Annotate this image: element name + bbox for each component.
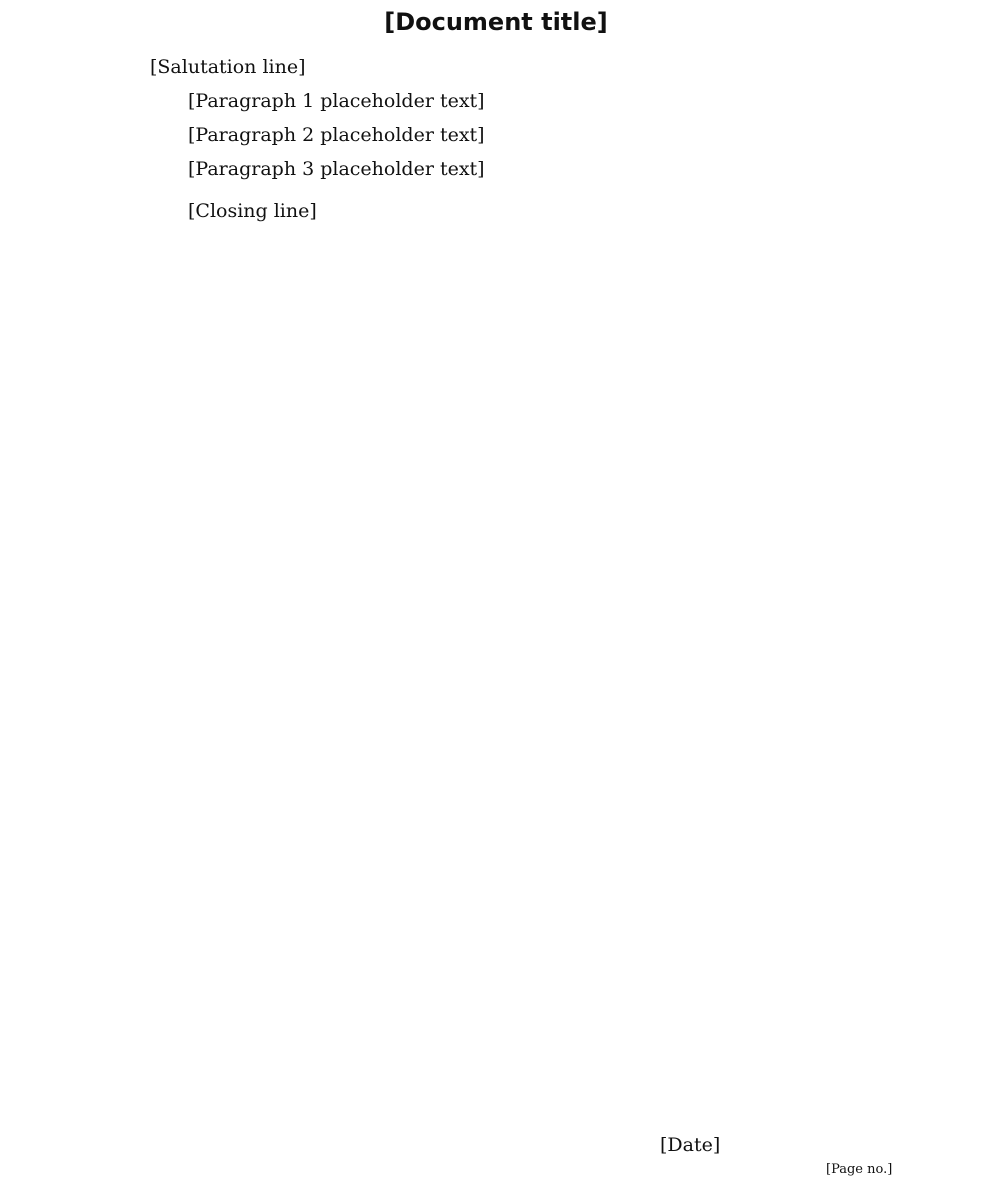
letter-date: [Date] [660,1134,721,1156]
body-paragraph: [Paragraph 3 placeholder text] [188,158,485,180]
body-paragraph: [Paragraph 2 placeholder text] [188,124,485,146]
closing-line: [Closing line] [188,200,317,222]
document-body [150,50,850,228]
paragraph-list [150,84,850,186]
body-paragraph: [Paragraph 1 placeholder text] [188,90,485,112]
document-title: [Document title] [384,8,608,36]
page-number: [Page no.] [826,1162,893,1177]
salutation: [Salutation line] [150,56,306,78]
